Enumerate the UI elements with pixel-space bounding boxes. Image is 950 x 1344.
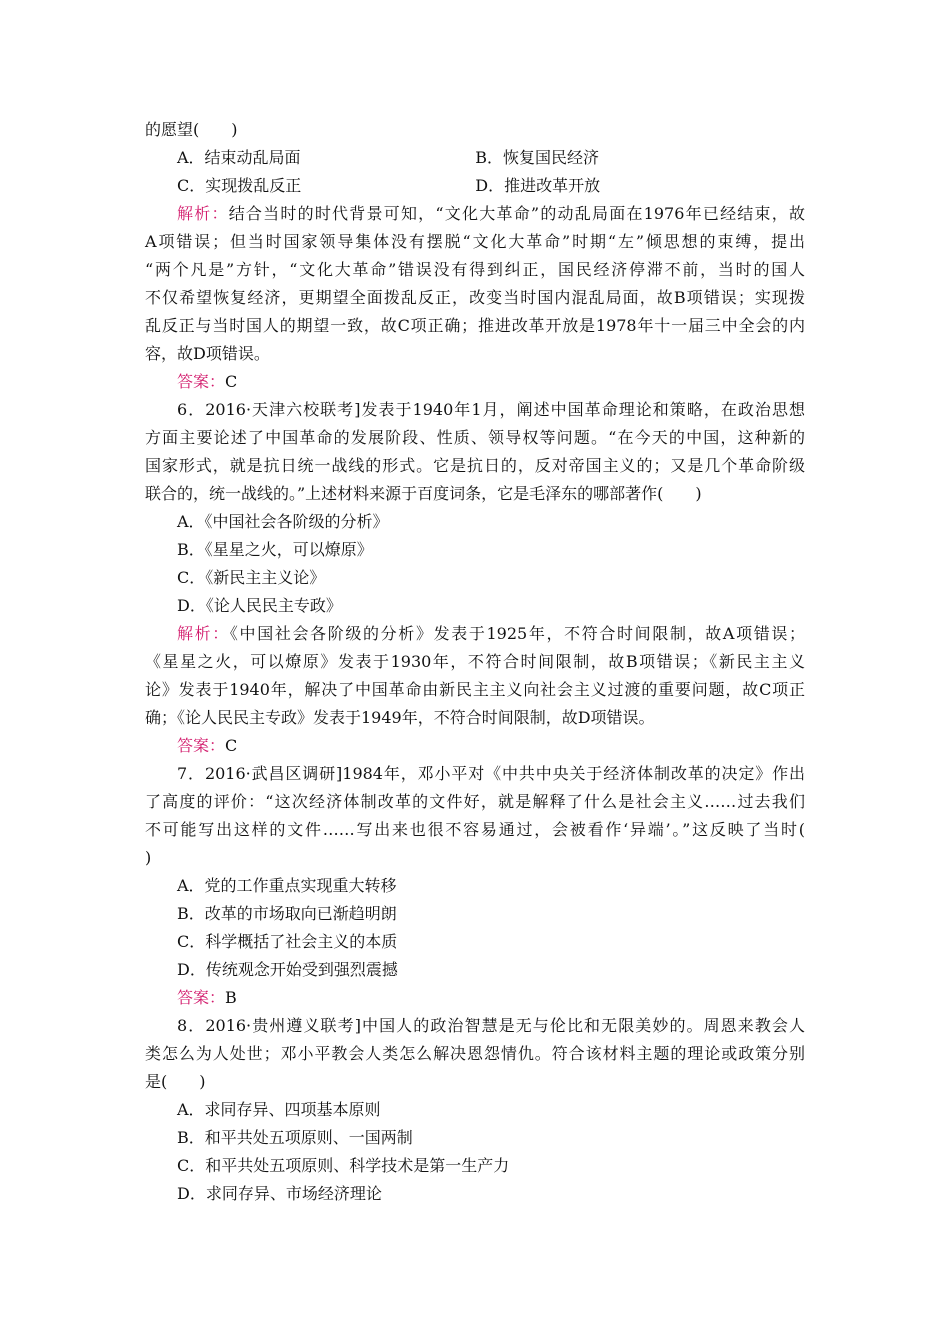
q5-analysis-line: 容，故D项错误。 (145, 344, 270, 363)
q7-stem-line: 7．2016·武昌区调研]1984年，邓小平对《中共中央关于经济体制改革的决定》作出 (177, 764, 805, 783)
q6-answer-value: C (225, 736, 238, 755)
q5-answer-value: C (225, 372, 238, 391)
q8-option-a: A．求同存异、四项基本原则 (177, 1100, 381, 1119)
q7-option-c: C．科学概括了社会主义的本质 (177, 932, 398, 951)
q8-option-b: B．和平共处五项原则、一国两制 (177, 1128, 413, 1147)
answer-label: 答案： (177, 736, 226, 755)
q6-option-c: C．《新民主主义论》 (177, 568, 326, 587)
q7-option-b: B．改革的市场取向已渐趋明朗 (177, 904, 397, 923)
q5-analysis-line (145, 200, 805, 228)
q7-stem-line: 了高度的评价：“这次经济体制改革的文件好，就是解释了什么是社会主义……过去我们 (145, 792, 805, 811)
q7-stem-line: 不可能写出这样的文件……写出来也很不容易通过，会被看作‘异端’。”这反映了当时( (145, 820, 805, 839)
q5-analysis-line: A项错误；但当时国家领导集体没有摆脱“文化大革命”时期“左”倾思想的束缚，提出 (145, 232, 805, 251)
q6-stem-line: 方面主要论述了中国革命的发展阶段、性质、领导权等问题。“在今天的中国，这种新的 (145, 428, 805, 447)
q8-stem-line: 8．2016·贵州遵义联考]中国人的政治智慧是无与伦比和无限美妙的。周恩来教会人 (177, 1016, 805, 1035)
q7-stem-line: ) (145, 848, 152, 867)
q5-options-row-2 (145, 172, 805, 200)
document-page (145, 116, 805, 1208)
q5-option-d: D．推进改革开放 (475, 176, 601, 195)
q5-analysis-text: 结合当时的时代背景可知，“文化大革命”的动乱局面在1976年已经结束，故 (228, 204, 805, 223)
q8-option-c: C．和平共处五项原则、科学技术是第一生产力 (177, 1156, 510, 1175)
q5-option-a: A．结束动乱局面 (177, 148, 301, 167)
q6-stem-line: 6．2016·天津六校联考]发表于1940年1月，阐述中国革命理论和策略，在政治思想 (177, 400, 805, 419)
q5-options-row-1 (145, 144, 805, 172)
q6-answer (145, 732, 805, 760)
q5-stem: 的愿望( ) (145, 120, 238, 139)
q8-stem-line: 是( ) (145, 1072, 206, 1091)
q6-analysis-line (145, 620, 805, 648)
analysis-label: 解析： (177, 624, 230, 643)
q6-analysis-line: 《星星之火，可以燎原》发表于1930年，不符合时间限制，故B项错误；《新民主主义 (145, 652, 805, 671)
q8-option-d: D．求同存异、市场经济理论 (177, 1184, 382, 1203)
answer-label: 答案： (177, 372, 226, 391)
q8-stem-line: 类怎么为人处世；邓小平教会人类怎么解决恩怨情仇。符合该材料主题的理论或政策分别 (145, 1044, 805, 1063)
q7-answer-value: B (225, 988, 237, 1007)
q6-analysis-line: 确；《论人民民主专政》发表于1949年，不符合时间限制，故D项错误。 (145, 708, 655, 727)
answer-label: 答案： (177, 988, 226, 1007)
q5-analysis-line: 乱反正与当时国人的期望一致，故C项正确；推进改革开放是1978年十一届三中全会的内 (145, 316, 805, 335)
q5-option-b: B．恢复国民经济 (475, 148, 600, 167)
q5-answer (145, 368, 805, 396)
q7-option-d: D．传统观念开始受到强烈震撼 (177, 960, 398, 979)
q6-analysis-text: 《中国社会各阶级的分析》发表于1925年，不符合时间限制，故A项错误； (229, 624, 805, 643)
q6-stem-line: 国家形式，就是抗日统一战线的形式。它是抗日的，反对帝国主义的；又是几个革命阶级 (145, 456, 805, 475)
q7-answer (145, 984, 805, 1012)
q6-analysis-line: 论》发表于1940年，解决了中国革命由新民主主义向社会主义过渡的重要问题，故C项正 (145, 680, 805, 699)
q5-option-c: C．实现拨乱反正 (177, 176, 302, 195)
analysis-label: 解析： (177, 204, 229, 223)
q6-stem-line: 联合的，统一战线的。”上述材料来源于百度词条，它是毛泽东的哪部著作( ) (145, 484, 702, 503)
q6-option-a: A．《中国社会各阶级的分析》 (177, 512, 389, 531)
q7-option-a: A．党的工作重点实现重大转移 (177, 876, 397, 895)
q6-option-b: B．《星星之火，可以燎原》 (177, 540, 373, 559)
q6-option-d: D．《论人民民主专政》 (177, 596, 342, 615)
q5-analysis-line: 不仅希望恢复经济，更期望全面拨乱反正，改变当时国内混乱局面，故B项错误；实现拨 (145, 288, 805, 307)
q5-analysis-line: “两个凡是”方针，“文化大革命”错误没有得到纠正，国民经济停滞不前，当时的国人 (145, 260, 805, 279)
